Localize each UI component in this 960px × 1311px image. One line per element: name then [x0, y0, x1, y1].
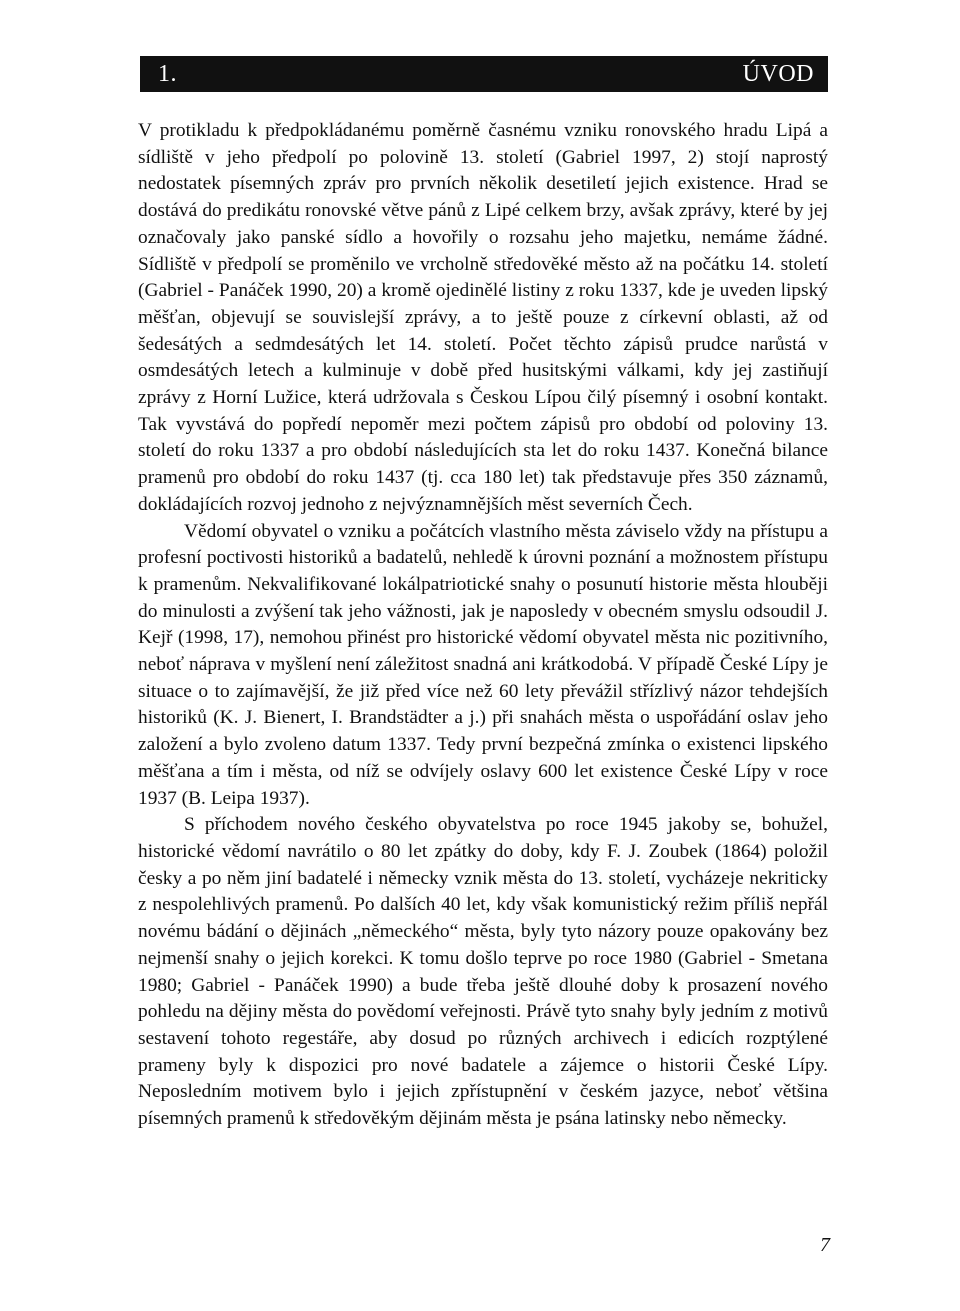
paragraph: S příchodem nového českého obyvatelstva po roce 1945 jakoby se, bohužel, historické vědomí navrátilo o 80 let zpátky do doby, kdy F. J. Zoubek (1864) položil česky a po něm jiní badatelé i německy vznik města do 13. století, vycházeje nekriticky z nespolehlivých pramenů. Po dalších 40 let, kdy však komunistický režim příliš nepřál novému bádání o dějinách „německého“ města, byly tyto názory pouze opakovány bez nejmenší snahy o jejich korekci. K tomu došlo teprve po roce 1980 (Gabriel - Smetana 1980; Gabriel - Panáček 1990) a bude třeba ještě dlouhé doby k prosazení nového pohledu na dějiny města do povědomí veřejnosti. Právě tyto snahy byly jedním z motivů sestavení tohoto regestáře, aby dosud po různých archivech i edicích rozptýlené prameny byly k dispozici pro nové badatele a zájemce o historii České Lípy. Neposledním motivem bylo i jejich zpřístupnění v českém jazyce, neboť většina písemných pramenů k středověkým dějinám města je psána latinsky nebo německy.: [138, 814, 828, 1130]
chapter-title: ÚVOD: [742, 60, 814, 87]
chapter-number: 1.: [158, 60, 177, 87]
chapter-header: [140, 56, 828, 92]
paragraph: V protikladu k předpokládanému poměrně časnému vzniku ronovského hradu Lipá a sídliště v jeho předpolí po polovině 13. století (Gabriel 1997, 2) stojí naprostý nedostatek písemných zpráv pro prvních několik desetiletí jejich existence. Hrad se dostává do predikátu ronovské větve pánů z Lipé celkem brzy, avšak zprávy, které by jej označovaly jako panské sídlo a hovořily o rozsahu jeho majetku, nemáme žádné. Sídliště v předpolí se proměnilo ve vrcholně středověké město až na počátku 14. století (Gabriel - Panáček 1990, 20) a kromě ojedinělé listiny z roku 1337, kde je uveden lipský měšťan, objevují se souvislejší zprávy, a to ještě pouze z církevní oblasti, až od šedesátých a sedmdesátých let 14. století. Počet těchto zápisů prudce narůstá v osmdesátých letech a kulminuje v době před husitskými válkami, kdy jej zastiňují zprávy z Horní Lužice, která udržovala s Českou Lípou čilý písemný i osobní kontakt. Tak vyvstává do popředí nepoměr mezi počtem zápisů pro období od poloviny 13. století do roku 1337 a pro období následujících sta let do roku 1437. Konečná bilance pramenů pro období do roku 1437 (tj. cca 180 let) tak představuje přes 350 záznamů, dokládajících rozvoj jednoho z nejvýznamnějších měst severních Čech.: [138, 120, 828, 515]
paragraph: Vědomí obyvatel o vzniku a počátcích vlastního města záviselo vždy na přístupu a profesní poctivosti historiků a badatelů, nehledě k úrovni poznání a možnostem přístupu k pramenům. Nekvalifikované lokálpatriotické snahy o posunutí historie města hlouběji do minulosti a zvýšení tak jeho vážnosti, jak je naposledy v obecném smyslu odsoudil J. Kejř (1998, 17), nemohou přinést pro historické vědomí obyvatel města nic pozitivního, neboť náprava v myšlení není záležitost snadná ani krátkodobá. V případě České Lípy je situace o to zajímavější, že již před více než 60 lety převážil střízlivý názor tehdejších historiků (K. J. Bienert, I. Brandstädter a j.) při snahách města o uspořádání oslav jeho založení a bylo zvoleno datum 1337. Tedy první bezpečná zmínka o existenci lipského měšťana a tím i města, od níž se odvíjely oslavy 600 let existence České Lípy v roce 1937 (B. Leipa 1937).: [138, 520, 828, 809]
page-number: 7: [820, 1234, 830, 1256]
body-text: [138, 118, 828, 1133]
